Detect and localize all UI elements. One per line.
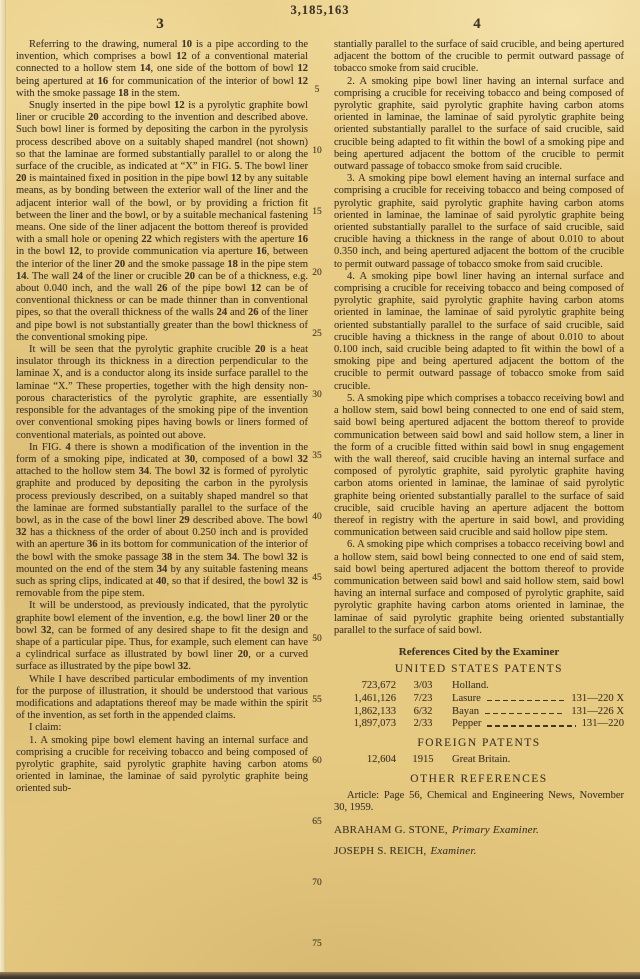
patent-class: 131—220	[581, 718, 624, 730]
line-number: 70	[312, 878, 322, 889]
patent-row	[334, 718, 624, 731]
line-number: 30	[312, 390, 322, 401]
references-cited-heading: References Cited by the Examiner	[398, 645, 560, 658]
foreign-patents-table	[334, 754, 624, 767]
patent-date: 2/33	[413, 718, 433, 730]
patent-num: 1,461,126	[353, 692, 396, 704]
right-column	[334, 39, 624, 857]
references-section	[334, 646, 624, 857]
column-number-left: 3	[156, 16, 164, 32]
dotted-leader	[485, 713, 565, 714]
patent-class: 131—226 X	[571, 705, 624, 717]
patent-num: 723,672	[361, 680, 396, 692]
body-paragraph-6: While I have described particular embodiments of my invention for the purpose of illustration, it should be understood that various modifications and adaptations thereof may be made within the spirit of the invention, as set forth in the appended claims.	[16, 673, 308, 722]
patent-row	[334, 706, 624, 719]
line-number: 15	[312, 207, 322, 218]
i-claim-line: I claim:	[29, 722, 62, 734]
line-number: 60	[312, 756, 322, 767]
body-paragraph-4: In FIG. 4 there is shown a modification of the invention in the form of a smoking pipe, indicated at 30, composed of a bowl 32 attached to the hollow stem 34. The bowl 32 is formed of pyrolytic graphite and produced by depositing the carbon in the pyrolysis process previously described, on a suitably shaped mandrel so that the laminae are formed substantially parallel to the surface of the bowl, as in the case of the bowl liner 29 described above. The bowl 32 has a thickness of the order of about 0.250 inch and is provided with an aperture 36 in its bottom for communication of the interior of the bowl with the smoke passage 38 in the stem 34. The bowl 32 is mounted on the end of the stem 34 by any suitable fastening means such as spring clips, indicated at 40, so that if desired, the bowl 32 is removable from the pipe stem.	[16, 441, 309, 600]
patent-date: 6/32	[413, 705, 433, 717]
dotted-leader	[487, 725, 575, 726]
patent-class: 131—220 X	[571, 692, 624, 704]
patent-row	[334, 680, 624, 693]
patent-row	[334, 693, 624, 706]
patent-name: Pepper	[452, 718, 482, 730]
page-bottom-edge	[0, 972, 640, 979]
patent-date: 7/23	[413, 692, 433, 704]
examiner-title: Examiner.	[430, 844, 477, 857]
claim-5: 5. A smoking pipe which comprises a tobacco receiving bowl and a hollow stem, said bowl being connected to one end of said stem, said bowl being apertured adjacent the bottom thereof to provide communication between said bowl and said hollow stem, a liner in the form of a crucible fitted within said bowl in snug engagement with the wall thereof, said crucible having an internal surface and composed of pyrolytic graphite, said pyrolytic graphite having carbon atoms oriented in laminae, the laminae of said pyrolytic graphite being oriented substantially parallel to the surface of said crucible, said crucible having an aperture adjacent the bottom thereof in registry with the aperture in said bowl, and providing communication between said crucible and said hollow pipe stem.	[334, 392, 624, 539]
claim-4: 4. A smoking pipe bowl liner having an internal surface and comprising a crucible for receiving tobacco and being composed of pyrolytic graphite, said pyrolytic graphite having carbon atoms oriented in laminae, the laminae of said pyrolytic graphite being oriented substantially parallel to the surface of said crucible, said crucible having a thickness in the range of about 0.010 to about 0.100 inch, said crucible being adapted to fit within the bowl of a smoking pipe and being apertured adjacent the bottom of the crucible to permit outward passage of tobacco smoke from said crucible.	[334, 270, 624, 392]
article-reference: Article: Page 56, Chemical and Engineering News, November 30, 1959.	[334, 789, 624, 814]
body-paragraph-2: Snugly inserted in the pipe bowl 12 is a pyrolytic graphite bowl liner or crucible 20 according to the invention and described above. Such bowl liner is formed by depositing the carbon in the pyrolysis process described above on a suitably shaped mandrel (not shown) so that the laminae are formed substantially parallel to or along the surface of the crucible, as indicated at “X” in FIG. 5. The bowl liner 20 is maintained fixed in position in the pipe bowl 12 by any suitable means, as by bonding between the exterior wall of the liner and the adjacent interior wall of the bowl, or by providing a friction fit between the liner and the bowl, or by a suitable mechanical fastening means. One side of the liner adjacent the bottom thereof is provided with a small hole or opening 22 which registers with the aperture 16 in the bowl 12, to provide communication via aperture 16, between the interior of the liner 20 and the smoke passage 18 in the pipe stem 14. The wall 24 of the liner or crucible 20 can be of a thickness, e.g. about 0.040 inch, and the wall 26 of the pipe bowl 12 can be of conventional thickness or can be made thinner than in conventional pipes, so that the overall thickness of the walls 24 and 26 of the liner and pipe bowl is not substantially greater than the bowl thickness of the conventional smoking pipe.	[16, 100, 309, 343]
claim-1: 1. A smoking pipe bowl element having an internal surface and comprising a crucible for receiving tobacco and being composed of pyrolytic graphite, said pyrolytic graphite having carbon atoms oriented in laminae, the laminae of said pyrolytic graphite being oriented sub-	[16, 734, 308, 795]
column-number-right: 4	[473, 16, 481, 32]
claim-1-continued: stantially parallel to the surface of said crucible, and being apertured adjacent the bottom of the crucible to permit outward passage of tobacco smoke from said crucible.	[334, 39, 624, 75]
patent-num: 12,604	[366, 753, 396, 765]
patent-num: 1,897,073	[353, 718, 396, 730]
us-patents-heading: UNITED STATES PATENTS	[394, 663, 564, 676]
claim-6: 6. A smoking pipe which comprises a tobacco receiving bowl and a hollow stem, said bowl being connected to one end of said stem, said bowl being apertured adjacent the bottom thereof to provide communication between said bowl and said hollow stem, said bowl having an internal surface and composed of pyrolytic graphite, said pyrolytic graphite having carbon atoms oriented in laminae, the laminae of said pyrolytic graphite being oriented substantially parallel to the surface of said bowl.	[334, 539, 624, 636]
line-number: 50	[312, 634, 322, 645]
line-number: 65	[312, 817, 322, 828]
line-number: 45	[312, 573, 322, 584]
patent-name: Holland.	[452, 680, 489, 692]
us-patents-table	[334, 680, 624, 730]
patent-num: 1,862,133	[353, 705, 396, 717]
foreign-patents-heading: FOREIGN PATENTS	[417, 736, 541, 749]
body-paragraph-5: It will be understood, as previously indicated, that the pyrolytic graphite bowl element of the invention, e.g. the bowl liner 20 or the bowl 32, can be formed of any desired shape to fit the design and shape of a particular pipe. Thus, for example, such element can have a cylindrical surface as illustrated by bowl liner 20, or a curved surface as illustrated by the pipe bowl 32.	[16, 600, 309, 673]
patent-row	[334, 754, 624, 767]
line-number: 55	[312, 695, 322, 706]
other-references-heading: OTHER REFERENCES	[410, 772, 548, 785]
claims-continued	[334, 39, 624, 637]
claim-3: 3. A smoking pipe bowl element having an internal surface and comprising a crucible for receiving tobacco and being composed of pyrolytic graphite, said pyrolytic graphite having carbon atoms oriented in laminae, the laminae of said pyrolytic graphite being oriented substantially parallel to the surface of said crucible, said crucible having a thickness in the range of about 0.010 to about 0.350 inch, and being apertured adjacent the bottom of the crucible to permit outward passage of tobacco smoke from said crucible.	[334, 173, 624, 270]
patent-date: 3/03	[413, 680, 433, 692]
body-paragraph-3: It will be seen that the pyrolytic graphite crucible 20 is a heat insulator through its thickness in a direction perpendicular to the laminae X, and is a conductor along its inside surface parallel to the laminae “X.” These properties, together with the high density non-porous characteristics of the pyrolytic graphite, are essentially responsible for the advantages of the smoking pipe of the invention over conventional smoking pipes having bowls or liners formed of conventional materials, as pointed out above.	[16, 344, 308, 441]
patent-date: 1915	[412, 753, 434, 765]
patent-number: 3,185,163	[290, 3, 350, 17]
body-paragraph-1: Referring to the drawing, numeral 10 is a pipe according to the invention, which comprises a bowl 12 of a conventional material connected to a hollow stem 14, one side of the bottom of bowl 12 being apertured at 16 for communication of the interior of bowl 12 with the smoke passage 18 in the stem.	[16, 39, 308, 99]
primary-examiner-title: Primary Examiner.	[451, 823, 539, 836]
page-left-edge	[0, 0, 6, 972]
examiner-name: JOSEPH S. REICH,	[334, 844, 427, 857]
claim-2: 2. A smoking pipe bowl liner having an internal surface and comprising a crucible for receiving tobacco and being composed of pyrolytic graphite, said pyrolytic graphite having carbon atoms oriented in laminae, the laminae of said pyrolytic graphite being oriented substantially parallel to the surface of said crucible, said crucible being adapted to fit within the bowl of a smoking pipe and being apertured adjacent the bottom of the crucible to permit outward passage of tobacco smoke from said crucible.	[334, 75, 624, 173]
line-number: 40	[312, 512, 322, 523]
patent-name: Bayan	[452, 705, 480, 717]
line-number: 75	[312, 939, 322, 950]
line-number: 5	[314, 85, 320, 96]
examiner-line	[334, 845, 624, 857]
line-number: 25	[312, 329, 322, 340]
line-number: 10	[312, 146, 322, 157]
dotted-leader	[487, 700, 565, 701]
left-column	[16, 39, 308, 796]
primary-examiner-name: ABRAHAM G. STONE,	[334, 823, 448, 836]
patent-name: Great Britain.	[452, 753, 511, 765]
line-number: 20	[312, 268, 322, 279]
patent-name: Lasure	[452, 692, 481, 704]
line-number: 35	[312, 451, 322, 462]
primary-examiner-line	[334, 824, 624, 836]
